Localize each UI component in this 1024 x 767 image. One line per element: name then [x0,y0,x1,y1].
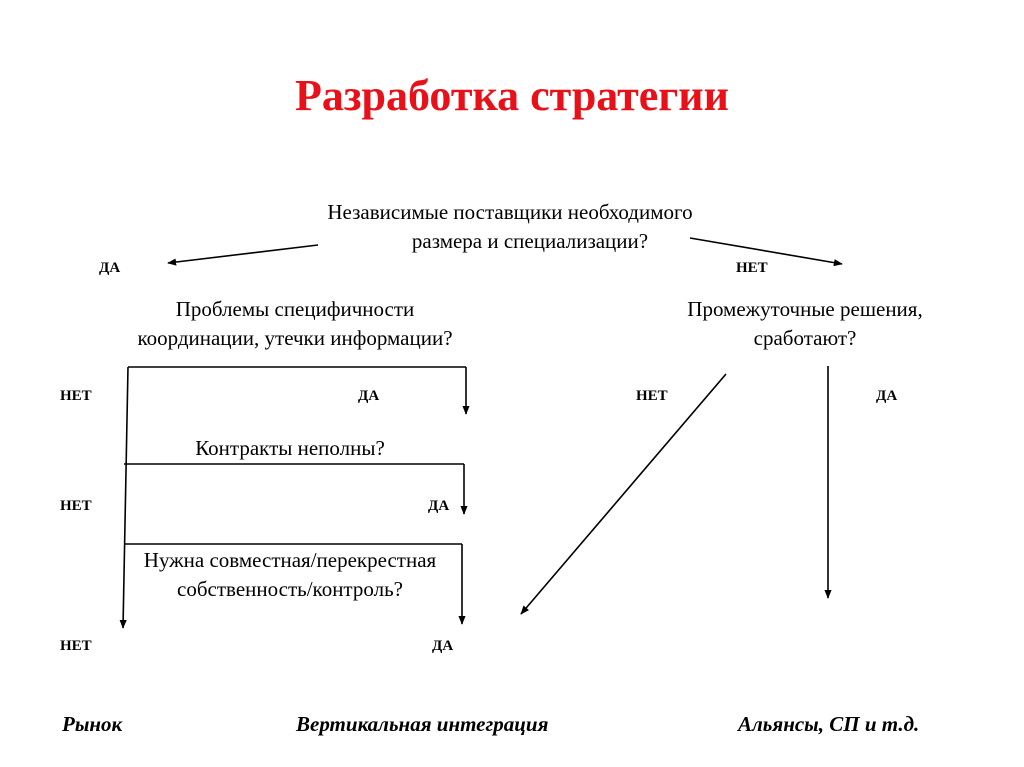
outcome-alliances: Альянсы, СП и т.д. [738,712,920,736]
question-line: собственность/контроль? [177,577,403,601]
label-yes-q5: ДА [432,638,454,654]
question-line: Нужна совместная/перекрестная [143,548,437,572]
label-yes-q2: ДА [358,388,380,404]
outcome-market: Рынок [62,712,123,736]
label-yes-q3: ДА [876,388,898,404]
question-line: Промежуточные решения, [687,297,923,321]
label-yes-q1: ДА [99,260,121,276]
label-no-q5: НЕТ [60,638,92,654]
arrow-market-main [123,367,128,628]
question-contracts-incomplete: Контракты неполны? [195,436,385,460]
question-line: координации, утечки информации? [137,326,453,350]
arrow-q3-no [521,374,726,614]
arrow-q1-no [690,238,842,264]
label-no-q4: НЕТ [60,498,92,514]
slide-title: Разработка стратегии [294,71,729,120]
arrow-q1-yes [168,245,318,263]
label-no-q2: НЕТ [60,388,92,404]
outcome-vertical-integration: Вертикальная интеграция [296,712,549,736]
label-no-q3: НЕТ [636,388,668,404]
label-no-q1: НЕТ [736,260,768,276]
question-line: размера и специализации? [411,229,649,253]
question-line: Независимые поставщики необходимого [327,200,693,224]
label-yes-q4: ДА [428,498,450,514]
question-line: Проблемы специфичности [175,297,415,321]
question-line: сработают? [753,326,857,350]
